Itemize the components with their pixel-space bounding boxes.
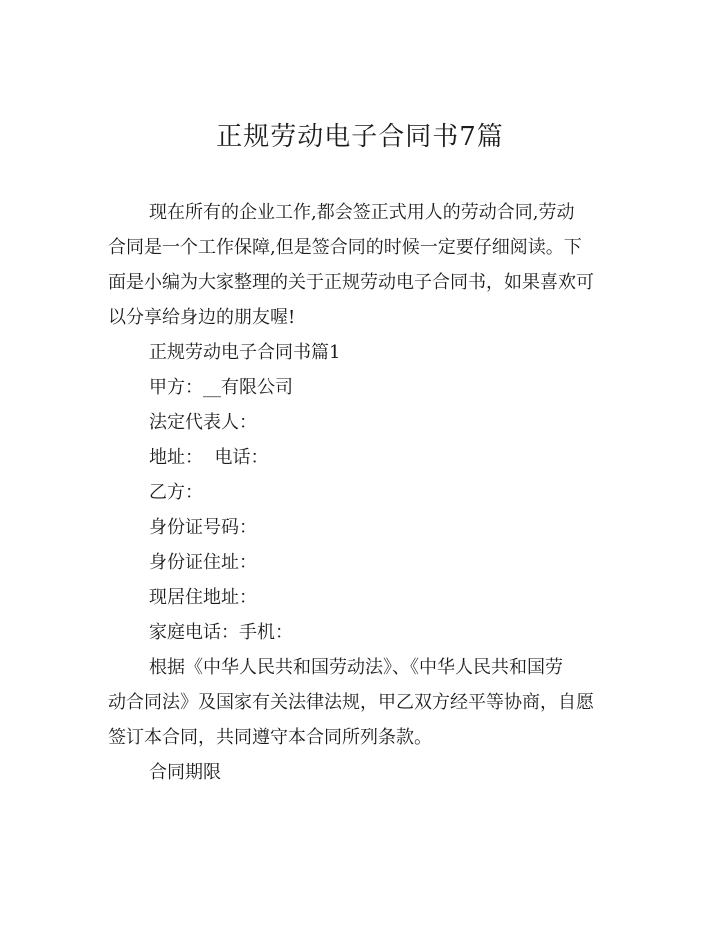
id-number-line: 身份证号码： [149,517,257,538]
basis-paragraph [108,650,616,755]
address-phone-line: 地址： 电话： [149,447,269,468]
intro-paragraph [108,195,616,335]
intro-line: 面是小编为大家整理的关于正规劳动电子合同书，如果喜欢可 [108,272,594,293]
intro-line: 现在所有的企业工作,都会签正式用人的劳动合同,劳动 [149,202,575,223]
basis-line: 签订本合同，共同遵守本合同所列条款。 [108,727,432,748]
home-phone-mobile-line: 家庭电话：手机： [149,622,293,643]
legal-representative-line: 法定代表人： [149,412,257,433]
document-body [108,195,616,790]
section-heading: 正规劳动电子合同书篇1 [149,342,341,363]
current-address-line: 现居住地址： [149,587,257,608]
id-address-line: 身份证住址： [149,552,257,573]
basis-line: 根据《中华人民共和国劳动法》、《中华人民共和国劳 [149,657,563,678]
basis-line: 动合同法》及国家有关法律法规，甲乙双方经平等协商，自愿 [108,692,594,713]
party-a-line: 甲方：__有限公司 [149,377,293,398]
party-b-line: 乙方： [149,482,203,503]
term-heading: 合同期限 [149,762,221,783]
intro-line: 合同是一个工作保障,但是签合同的时候一定要仔细阅读。下 [108,237,582,258]
document-title: 正规劳动电子合同书7篇 [216,122,504,152]
intro-line: 以分享给身边的朋友喔! [108,307,296,328]
